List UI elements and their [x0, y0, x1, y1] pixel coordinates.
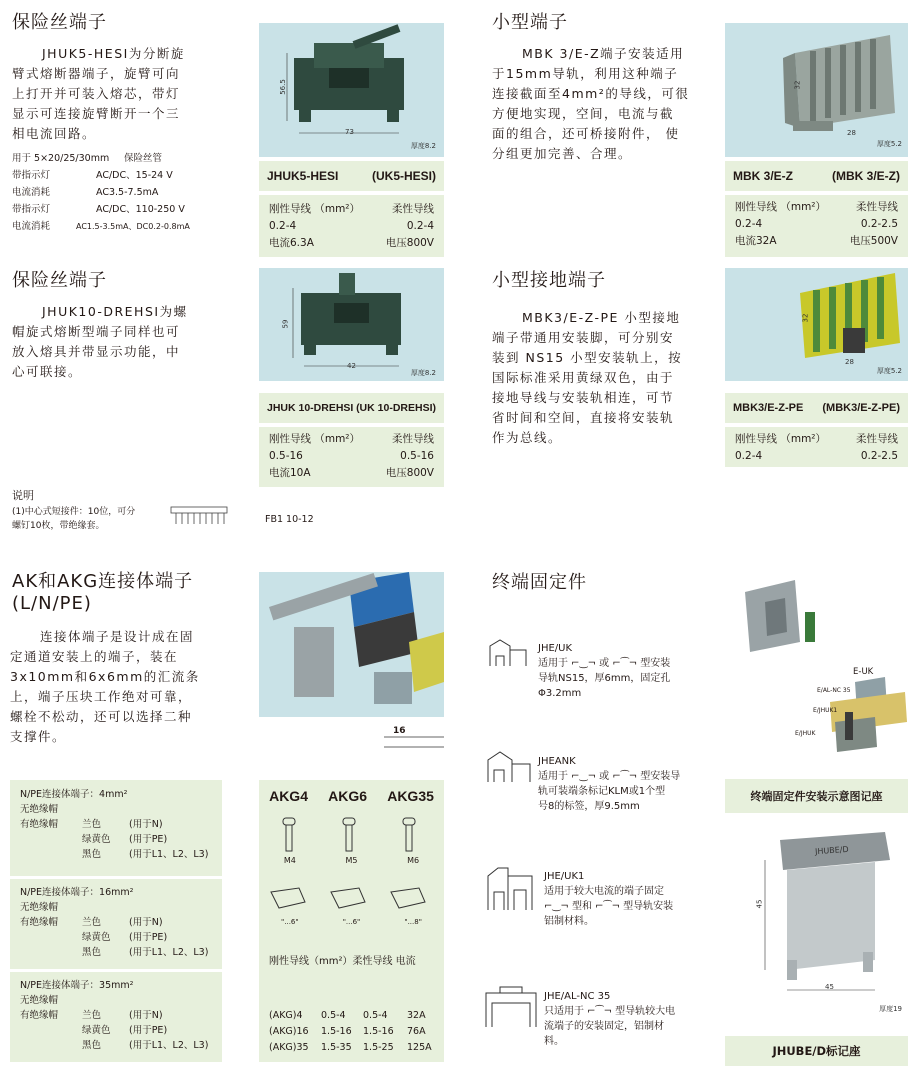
note-title: 说明 — [12, 489, 34, 502]
np-group-16mm: N/PE连接体端子：16mm² 无绝缘帽 有绝缘帽 兰色 (用于N) 绿黄色 (用于PE) 黑色 (用于L1、L2、L3) — [10, 879, 222, 969]
jhe-uk-text: JHE/UK 适用于 ⌐‿¬ 或 ⌐⁀¬ 型安装 导轨NS15，厚6mm，固定孔 Φ3.2mm — [538, 643, 671, 699]
note-text: (1)中心式短接件：10位，可分 螺钉10枚，带绝缘套。 — [12, 507, 136, 531]
dim-width: 73 — [345, 128, 354, 136]
np-group-35mm: N/PE连接体端子：35mm² 无绝缘帽 有绝缘帽 兰色 (用于N) 绿黄色 (用于PE) 黑色 (用于L1、L2、L3) — [10, 972, 222, 1062]
ground-terminal-desc: MBK3/E-Z-PE 小型接地 端子带通用安装脚，可分别安 装到 NS15 小型安装轨上，按 国际标准采用黄绿双色，由于 接地导线与安装轨相连，可节 省时间和空间，直接将安装轨 作为总线。 — [492, 310, 683, 445]
ak-akg-desc: 连接体端子是设计成在固 定通道安装上的端子，装在 3x10mm和6x6mm的汇流条 上，端子压块工作绝对可靠， 螺栓不松动，还可以选择二种 支撑件。 — [10, 629, 200, 744]
model-bar: JHUK 10-DREHSI (UK 10-DREHSI) — [259, 393, 444, 423]
ak-akg-title: AK和AKG连接体端子 (L/N/PE) — [12, 571, 194, 614]
dim-height: 56.5 — [278, 79, 287, 95]
akg-model: AKG35 — [387, 788, 434, 804]
np-group-4mm: N/PE连接体端子：4mm² 无绝缘帽 有绝缘帽 兰色 (用于N) 绿黄色 (用于PE) 黑色 (用于L1、L2、L3) — [10, 780, 222, 876]
jhe-uk1-drawing — [484, 862, 538, 914]
bracket-size: "...6" — [342, 918, 361, 926]
jhe-al-nc35-drawing — [482, 985, 540, 1031]
small-terminal-title: 小型端子 — [492, 12, 568, 33]
bracket-size: "...6" — [281, 918, 299, 926]
jhube-photo: JHUBE/D 45 45 厚度19 — [725, 820, 908, 1032]
akg-panel — [259, 780, 444, 1062]
note-code: FB1 10-12 — [265, 514, 314, 525]
jhe-uk1-text: JHE/UK1 适用于较大电流的端子固定 ⌐‿¬ 型和 ⌐⁀¬ 型导轨安装 铝制材料。 — [544, 871, 674, 927]
end-clamp-caption: 终端固定件安装示意图记座 — [725, 779, 908, 813]
screw-size: M5 — [345, 856, 358, 865]
akg-table: (AKG)4 0.5-4 0.5-4 32A (AKG)16 1.5-16 1.5-16 76A (AKG)35 1.5-35 1.5-25 125A — [269, 1010, 432, 1053]
jhe-al-nc35-text: JHE/AL-NC 35 只适用于 ⌐⁀¬ 型导轨较大电 流端子的安装固定，铝制材 料。 — [544, 991, 676, 1047]
spec-box: 刚性导线 （mm²） 柔性导线 0.2-4 0.2-4 电流6.3A 电压800V — [259, 195, 444, 257]
spec-box: 刚性导线 （mm²） 柔性导线 0.5-16 0.5-16 电流10A 电压800V — [259, 427, 444, 487]
ground-terminal-title: 小型接地端子 — [492, 270, 606, 291]
screw-size: M4 — [283, 856, 296, 865]
thickness-label: 厚度8.2 — [410, 142, 436, 150]
jheank-text: JHEANK 适用于 ⌐‿¬ 或 ⌐⁀¬ 型安装导 轨可装端条标记KLM或1个型 号8的标签，厚9.5mm — [538, 756, 681, 812]
model-bar: MBK 3/E-Z (MBK 3/E-Z) — [725, 161, 908, 191]
small-terminal-desc: MBK 3/E-Z端子安装适用 于15mm导轨，利用这种端子 连接截面至4mm²的导线，可很 方便地实现，空间，电流与截 面的组合，还可桥接附件， 使 分组更加完善、合理。 — [492, 46, 690, 161]
model-bar — [259, 161, 444, 191]
spec-box: 刚性导线 （mm²） 柔性导线 0.2-4 0.2-2.5 电流32A 电压500V — [725, 195, 908, 257]
short-link-icon — [170, 506, 228, 526]
spec-box: 刚性导线 （mm²） 柔性导线 0.2-4 0.2-2.5 — [725, 427, 908, 467]
fuse-terminal-title-2: 保险丝端子 — [12, 270, 107, 291]
jhuk5-hesi-photo — [259, 23, 444, 157]
mbk3-photo: 32 28 厚度5.2 — [725, 23, 908, 157]
jhuk10-photo: 59 42 厚度8.2 — [259, 268, 444, 381]
bracket-size: "...8" — [404, 918, 422, 926]
jheank-drawing — [484, 748, 538, 786]
fuse-terminal-desc-1: JHUK5-HESI为分断旋 臂式熔断器端子，旋臂可向 上打开并可装入熔芯，带灯 显示可连接旋臂断开一个三 相电流回路。 — [12, 46, 185, 141]
screw-size: M6 — [407, 856, 420, 865]
end-clamp-title: 终端固定件 — [492, 572, 587, 593]
screw-drawings — [259, 816, 444, 856]
model-alt: (UK5-HESI) — [371, 169, 436, 183]
model-bar: MBK3/E-Z-PE (MBK3/E-Z-PE) — [725, 393, 908, 423]
akg-table-head: 刚性导线（mm²）柔性导线 电流 — [269, 956, 416, 967]
fuse-terminal-title-1: 保险丝端子 — [12, 12, 107, 33]
akg-model: AKG6 — [328, 788, 368, 804]
model-name: JHUK5-HESI — [267, 169, 339, 183]
fuse-terminal-desc-2: JHUK10-DREHSI为螺 帽旋式熔断型端子同样也可 放入熔具并带显示功能，中 心可联接。 — [12, 304, 188, 379]
mbk3-pe-photo: 32 28 厚度5.2 — [725, 268, 908, 381]
end-clamp-photo: E-UK E/AL-NC 35 E/JHUK1 E/JHUK — [725, 572, 908, 772]
fuse-terminal-notes: 用于 5×20/25/30mm 保险丝管 带指示灯 AC/DC、15-24 V 电流消耗 AC3.5-7.5mA 带指示灯 AC/DC、110-250 V 电流消耗 AC1.5-3.5mA、DC0.2-0.8mA — [12, 153, 190, 232]
jhube-caption: JHUBE/D标记座 — [725, 1036, 908, 1066]
jhe-uk-drawing — [486, 636, 536, 670]
ak-akg-photo: 16 — [259, 572, 444, 750]
akg-model: AKG4 — [269, 788, 308, 804]
bracket-drawings — [259, 884, 444, 916]
